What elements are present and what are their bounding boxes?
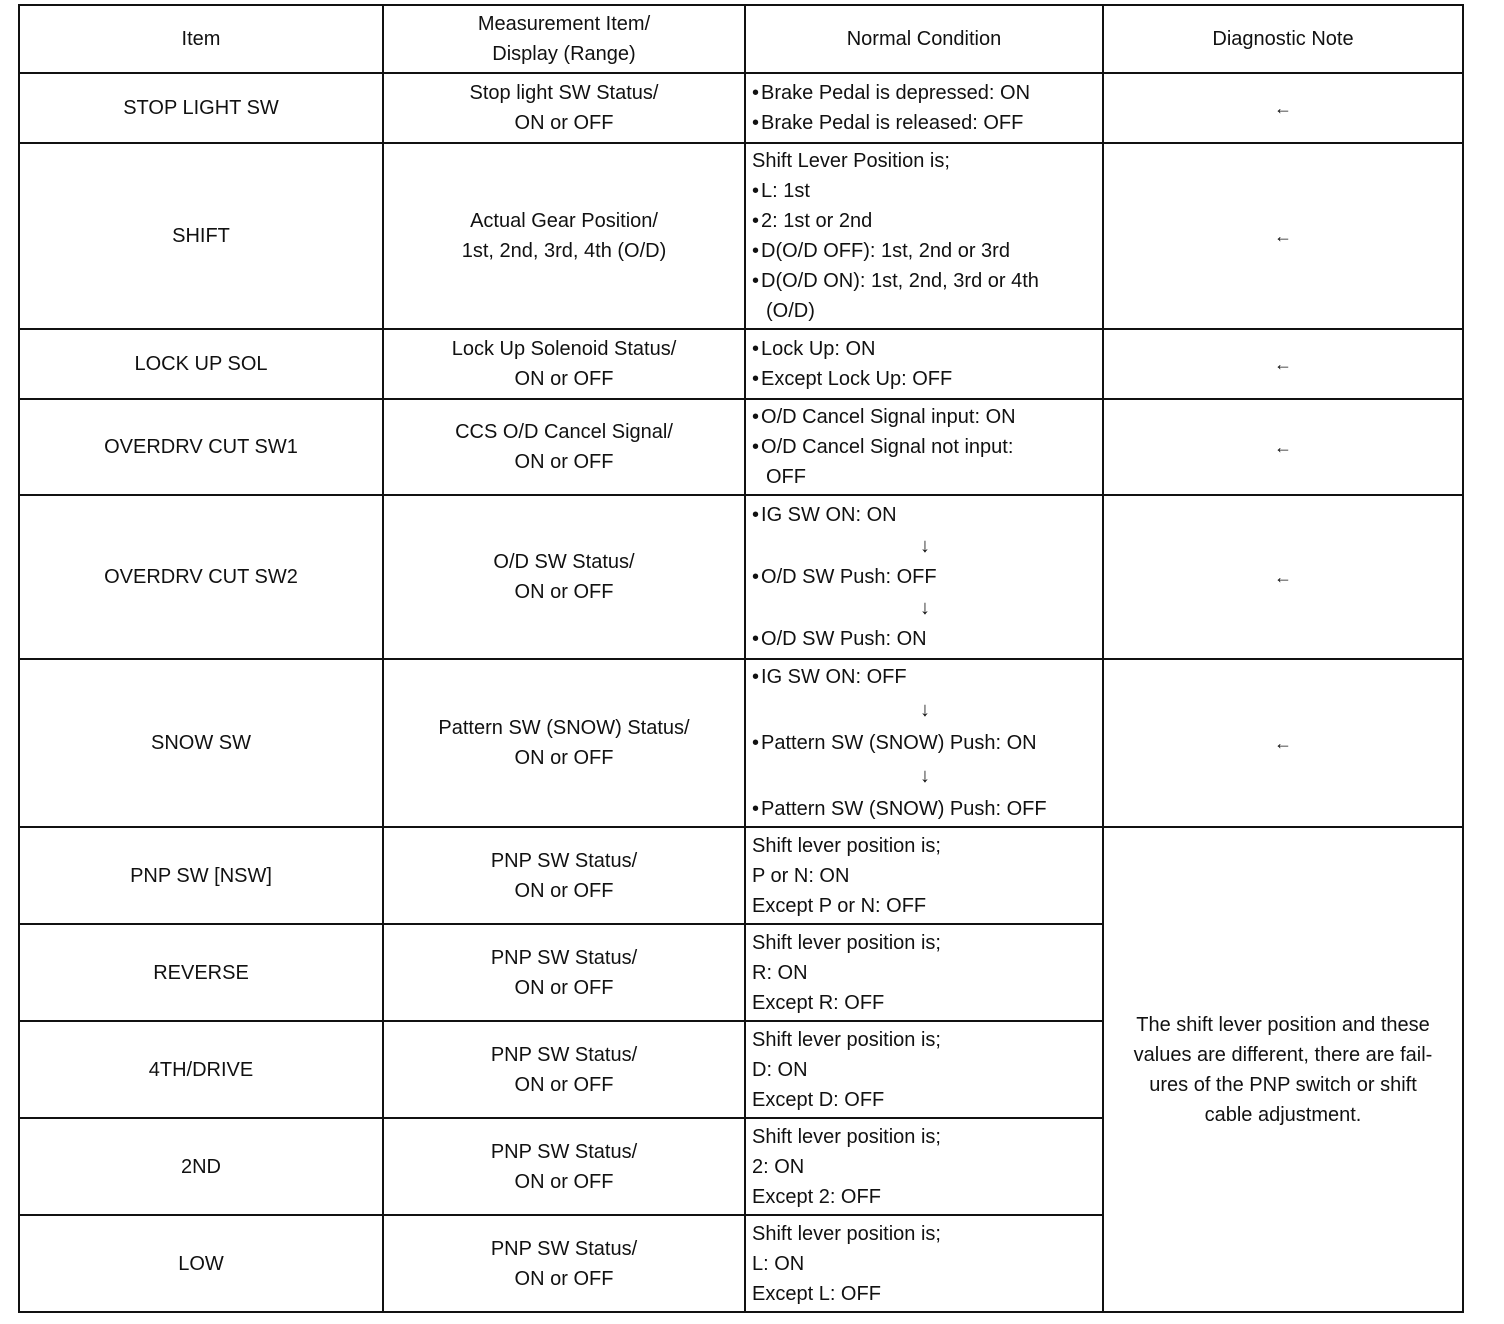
left-arrow-icon: ← — [1274, 226, 1292, 246]
header-item: Item — [19, 5, 383, 73]
measurement-cell: PNP SW Status/ ON or OFF — [383, 1118, 745, 1215]
table-row — [19, 73, 1463, 143]
left-arrow-icon: ← — [1274, 437, 1292, 457]
condition-cell: • Brake Pedal is depressed: ON • Brake Pedal is released: OFF — [745, 73, 1103, 143]
item-cell: REVERSE — [19, 924, 383, 1021]
diagnostic-table — [18, 4, 1464, 1313]
condition-cell: Shift Lever Position is; • L: 1st • 2: 1st or 2nd • D(O/D OFF): 1st, 2nd or 3rd • D(O/D ON): 1st, 2nd, 3rd or 4th (O/D) — [745, 143, 1103, 329]
header-normal-condition: Normal Condition — [745, 5, 1103, 73]
table-row — [19, 399, 1463, 495]
measurement-cell: Pattern SW (SNOW) Status/ ON or OFF — [383, 659, 745, 827]
table-row — [19, 659, 1463, 827]
item-cell: STOP LIGHT SW — [19, 73, 383, 143]
item-cell: OVERDRV CUT SW1 — [19, 399, 383, 495]
item-cell: 4TH/DRIVE — [19, 1021, 383, 1118]
measurement-cell: PNP SW Status/ ON or OFF — [383, 827, 745, 924]
measurement-cell: PNP SW Status/ ON or OFF — [383, 1215, 745, 1312]
condition-cell: • Lock Up: ON • Except Lock Up: OFF — [745, 329, 1103, 399]
condition-cell: • O/D Cancel Signal input: ON • O/D Cancel Signal not input: OFF — [745, 399, 1103, 495]
left-arrow-icon: ← — [1274, 354, 1292, 374]
table-row — [19, 143, 1463, 329]
measurement-cell: O/D SW Status/ ON or OFF — [383, 495, 745, 659]
down-arrow-icon: ↓ — [920, 765, 930, 787]
condition-cell: • IG SW ON: ON ↓ • O/D SW Push: OFF ↓ • O/D SW Push: ON — [745, 495, 1103, 659]
condition-cell: • IG SW ON: OFF ↓ • Pattern SW (SNOW) Push: ON ↓ • Pattern SW (SNOW) Push: OFF — [745, 659, 1103, 827]
item-cell: LOW — [19, 1215, 383, 1312]
item-cell: LOCK UP SOL — [19, 329, 383, 399]
item-cell: 2ND — [19, 1118, 383, 1215]
condition-cell: Shift lever position is; P or N: ON Except P or N: OFF — [745, 827, 1103, 924]
down-arrow-icon: ↓ — [920, 535, 930, 557]
measurement-cell: Stop light SW Status/ ON or OFF — [383, 73, 745, 143]
down-arrow-icon: ↓ — [920, 699, 930, 721]
note-cell — [1103, 399, 1463, 495]
note-cell — [1103, 329, 1463, 399]
item-cell: OVERDRV CUT SW2 — [19, 495, 383, 659]
condition-cell: Shift lever position is; L: ON Except L: OFF — [745, 1215, 1103, 1312]
item-cell: SHIFT — [19, 143, 383, 329]
left-arrow-icon: ← — [1274, 98, 1292, 118]
left-arrow-icon: ← — [1274, 567, 1292, 587]
header-measurement: Measurement Item/ Display (Range) — [383, 5, 745, 73]
left-arrow-icon: ← — [1274, 733, 1292, 753]
note-cell — [1103, 659, 1463, 827]
measurement-cell: CCS O/D Cancel Signal/ ON or OFF — [383, 399, 745, 495]
table-row — [19, 495, 1463, 659]
item-cell: SNOW SW — [19, 659, 383, 827]
condition-cell: Shift lever position is; R: ON Except R: OFF — [745, 924, 1103, 1021]
note-cell — [1103, 495, 1463, 659]
measurement-cell: PNP SW Status/ ON or OFF — [383, 924, 745, 1021]
measurement-cell: Actual Gear Position/ 1st, 2nd, 3rd, 4th (O/D) — [383, 143, 745, 329]
condition-cell: Shift lever position is; 2: ON Except 2: OFF — [745, 1118, 1103, 1215]
measurement-cell: PNP SW Status/ ON or OFF — [383, 1021, 745, 1118]
table-row — [19, 827, 1463, 924]
condition-cell: Shift lever position is; D: ON Except D: OFF — [745, 1021, 1103, 1118]
header-row — [19, 5, 1463, 73]
pnp-diagnostic-note: The shift lever position and these values are different, there are fail- ures of the PNP switch or shift cable adjustment. — [1103, 827, 1463, 1312]
item-cell: PNP SW [NSW] — [19, 827, 383, 924]
table-row — [19, 329, 1463, 399]
down-arrow-icon: ↓ — [920, 597, 930, 619]
header-diagnostic-note: Diagnostic Note — [1103, 5, 1463, 73]
note-cell — [1103, 73, 1463, 143]
measurement-cell: Lock Up Solenoid Status/ ON or OFF — [383, 329, 745, 399]
note-cell — [1103, 143, 1463, 329]
